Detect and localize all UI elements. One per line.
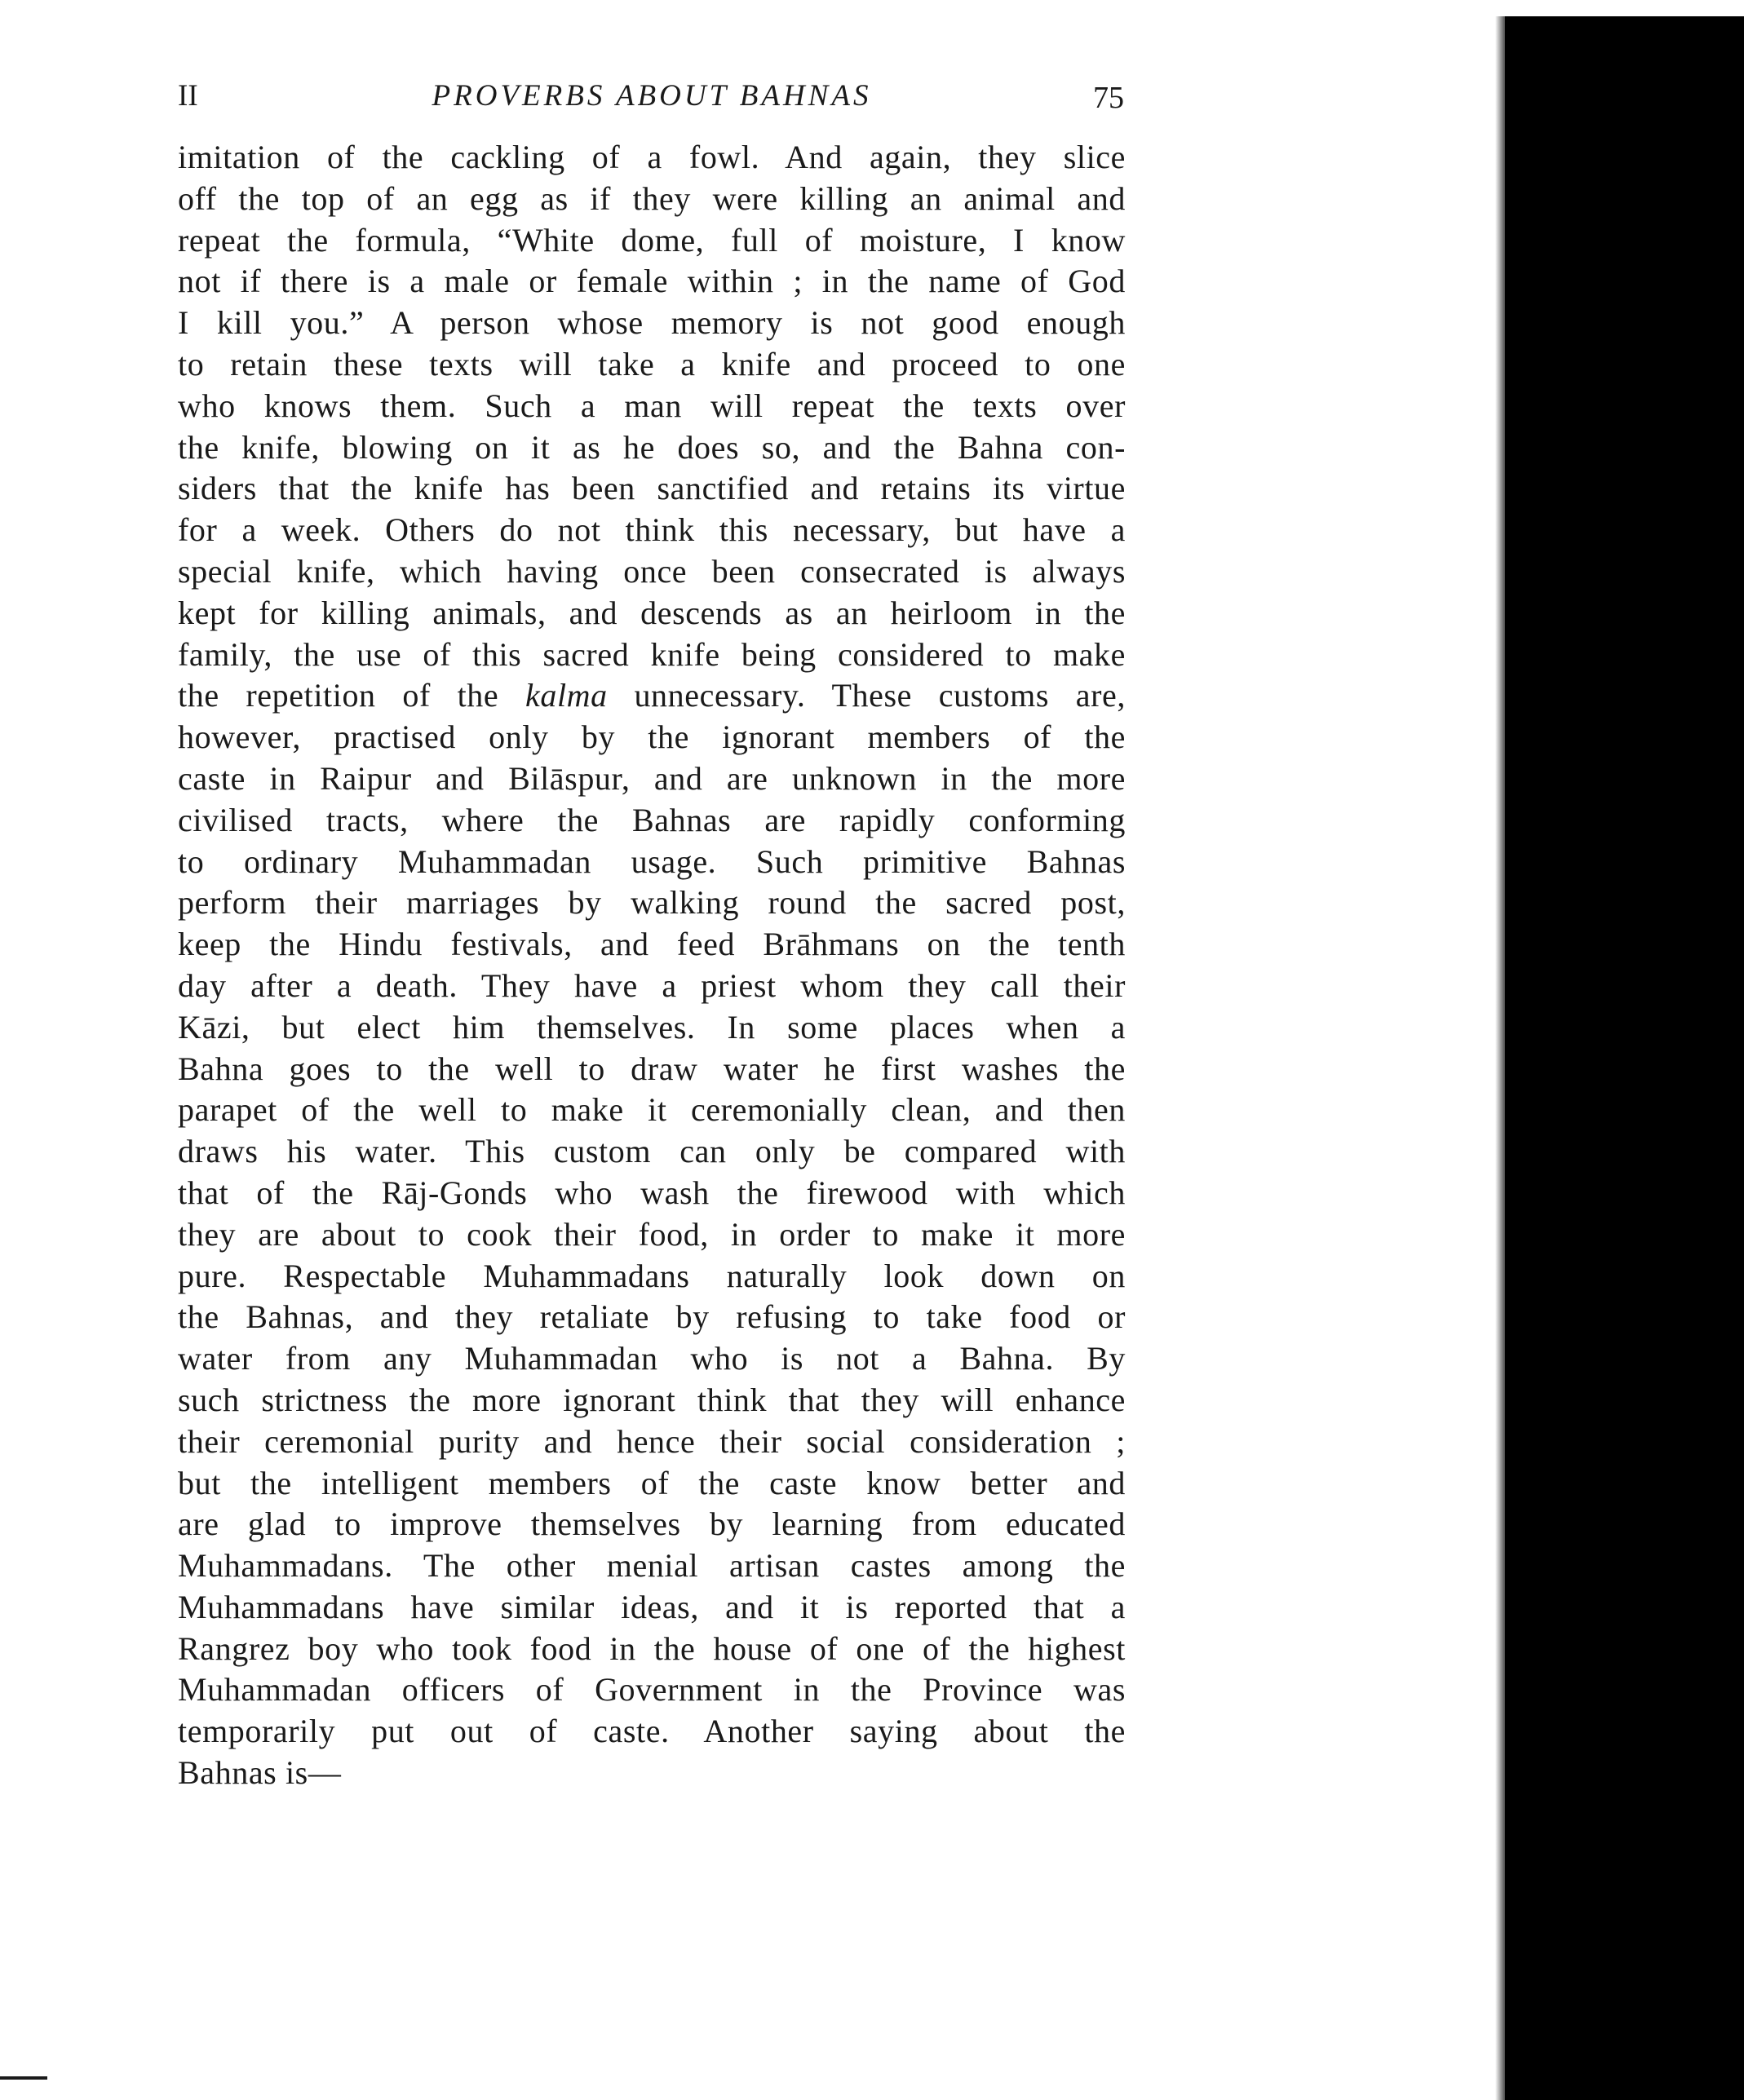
text-line: repeat the formula, “White dome, full of moisture, I know: [178, 221, 1126, 259]
text-line: who knows them. Such a man will repeat the texts over: [178, 387, 1126, 424]
page-number: 75: [1093, 81, 1124, 115]
text-line: Muhammadan officers of Government in the Province was: [178, 1671, 1126, 1709]
text-line: keep the Hindu festivals, and feed Brāhmans on the tenth: [178, 926, 1126, 963]
text-line: imitation of the cackling of a fowl. And again, they slice: [178, 139, 1126, 175]
text-line: special knife, which having once been consecrated is always: [178, 552, 1126, 590]
text-line: Muhammadans. The other menial artisan castes among the: [178, 1547, 1126, 1585]
text-line: kept for killing animals, and descends as an heirloom in the: [178, 594, 1126, 631]
line-end: unnecessary. These customs are,: [607, 677, 1126, 714]
text-line: temporarily put out of caste. Another saying about the: [178, 1713, 1126, 1750]
scan-edge-shadow: [1505, 16, 1744, 2100]
text-line: siders that the knife has been sanctified and retains its virtue: [178, 470, 1126, 507]
text-line: that of the Rāj-Gonds who wash the firewood with which: [178, 1174, 1126, 1211]
text-line: pure. Respectable Muhammadans naturally look down on: [178, 1257, 1126, 1294]
scan-corner-mark: [0, 2076, 47, 2080]
text-line: the knife, blowing on it as he does so, and the Bahna con-: [178, 428, 1126, 466]
text-line: I kill you.” A person whose memory is not good enough: [178, 304, 1126, 342]
text-line: Bahnas is—: [178, 1754, 342, 1792]
body-text: [178, 137, 1126, 1794]
text-line: caste in Raipur and Bilāspur, and are unknown in the more: [178, 759, 1126, 797]
text-line: their ceremonial purity and hence their social consideration ;: [178, 1422, 1126, 1460]
text-line: for a week. Others do not think this necessary, but have a: [178, 511, 1126, 549]
italic-term-kalma: kalma: [525, 677, 608, 714]
text-line: are glad to improve themselves by learning from educated: [178, 1505, 1126, 1543]
line-start: the repetition of the: [178, 677, 525, 714]
text-line: off the top of an egg as if they were killing an animal and: [178, 179, 1126, 217]
text-line: water from any Muhammadan who is not a Bahna. By: [178, 1340, 1126, 1377]
text-line: day after a death. They have a priest whom they call their: [178, 966, 1126, 1004]
text-line: Kāzi, but elect him themselves. In some places when a: [178, 1008, 1126, 1046]
text-line: to ordinary Muhammadan usage. Such primitive Bahnas: [178, 842, 1126, 880]
running-title: PROVERBS ABOUT BAHNAS: [432, 79, 872, 113]
text-line: civilised tracts, where the Bahnas are rapidly conforming: [178, 801, 1126, 838]
text-line: to retain these texts will take a knife and proceed to one: [178, 345, 1126, 382]
text-line: Muhammadans have similar ideas, and it is reported that a: [178, 1588, 1126, 1625]
section-number: II: [178, 79, 198, 113]
page-header: [178, 72, 1126, 121]
text-line: the Bahnas, and they retaliate by refusing to take food or: [178, 1298, 1126, 1336]
text-line-with-italic: [178, 675, 1126, 717]
text-line: but the intelligent members of the caste know better and: [178, 1464, 1126, 1501]
text-line: parapet of the well to make it ceremonially clean, and then: [178, 1091, 1126, 1129]
text-line: draws his water. This custom can only be compared with: [178, 1133, 1126, 1170]
text-line: Rangrez boy who took food in the house of one of the highest: [178, 1629, 1126, 1667]
text-line: they are about to cook their food, in order to make it more: [178, 1215, 1126, 1253]
text-line: perform their marriages by walking round the sacred post,: [178, 884, 1126, 922]
text-line: such strictness the more ignorant think that they will enhance: [178, 1381, 1126, 1418]
text-line: Bahna goes to the well to draw water he first washes the: [178, 1050, 1126, 1087]
text-line: family, the use of this sacred knife being considered to make: [178, 635, 1126, 673]
text-line: not if there is a male or female within ; in the name of God: [178, 263, 1126, 300]
text-line: however, practised only by the ignorant members of the: [178, 718, 1126, 756]
